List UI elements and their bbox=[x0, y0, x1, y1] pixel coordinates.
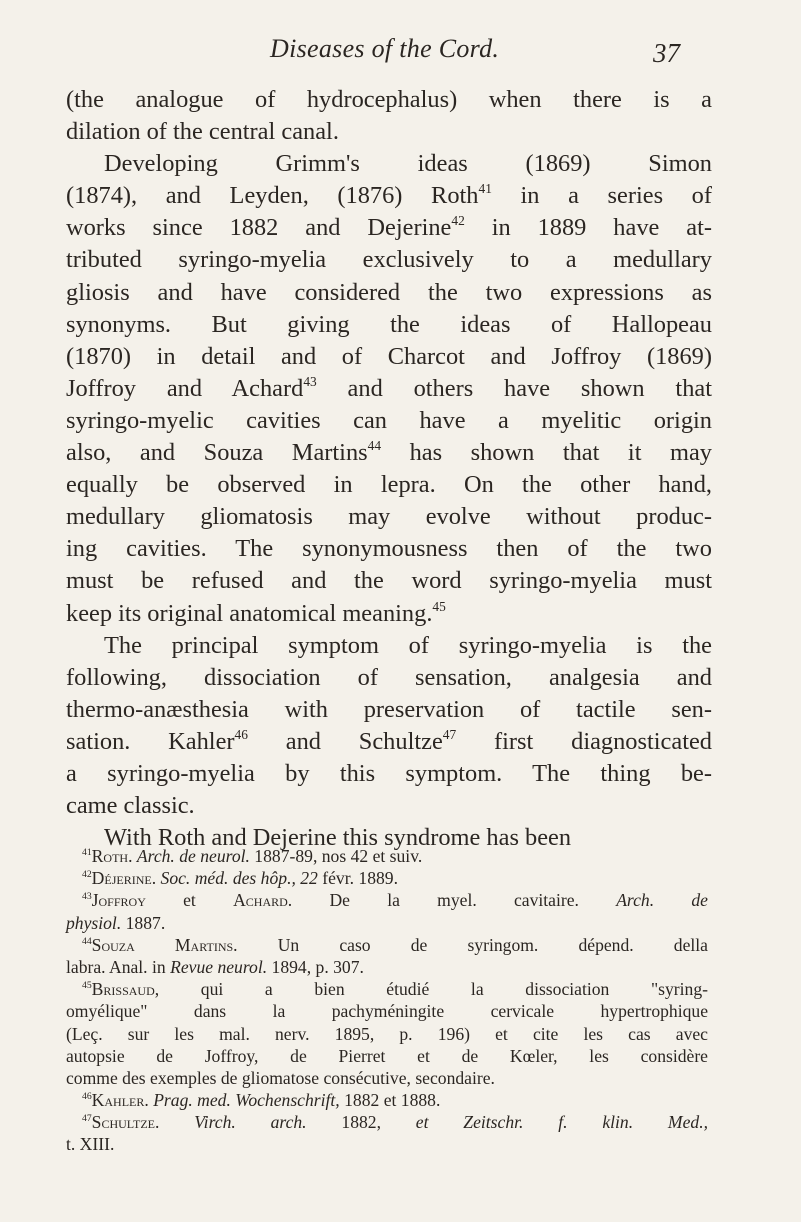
footnote-text: et bbox=[145, 890, 234, 911]
main-text bbox=[66, 84, 712, 854]
footnote-author: Roth. bbox=[91, 846, 133, 866]
footnote-source: Arch. de neurol. bbox=[136, 846, 250, 866]
footnote-45-cont: autopsie de Joffroy, de Pierret et de Kœler, les considère bbox=[66, 1045, 708, 1066]
line-text: in 1889 have at- bbox=[464, 214, 712, 242]
text-line bbox=[66, 726, 712, 758]
footnote-number: 46 bbox=[82, 1090, 92, 1102]
footnote-45-cont: omyélique" dans la pachyméningite cervicale hypertrophique bbox=[66, 1001, 708, 1022]
footnote-ref: 45 bbox=[432, 598, 446, 614]
footnote-author: Achard. bbox=[233, 890, 293, 911]
footnote-author: Schultze. bbox=[91, 1112, 160, 1133]
text-line: equally be observed in lepra. On the other hand, bbox=[66, 471, 712, 499]
text-line: medullary gliomatosis may evolve without produc- bbox=[66, 503, 712, 531]
footnote-46 bbox=[66, 1089, 708, 1111]
footnote-text: Un caso de syringom. dépend. della bbox=[237, 934, 708, 955]
footnote-source: Virch. arch. bbox=[194, 1112, 307, 1133]
footnote-source: physiol. bbox=[66, 912, 122, 933]
text-line: came classic. bbox=[66, 792, 195, 820]
text-line: (the analogue of hydrocephalus) when there is a bbox=[66, 86, 712, 113]
footnote-ref: 41 bbox=[478, 181, 492, 197]
line-text: has shown that it may bbox=[381, 439, 712, 467]
text-line: Developing Grimm's ideas (1869) Simon bbox=[104, 150, 712, 178]
footnote-43 bbox=[66, 889, 708, 911]
footnotes bbox=[66, 845, 708, 1156]
line-text: also, and Souza Martins bbox=[66, 439, 368, 467]
footnote-author: Kahler. bbox=[91, 1090, 149, 1111]
footnote-text: qui a bien étudié la dissociation "syring- bbox=[159, 979, 708, 1000]
text-line bbox=[66, 598, 712, 630]
text-line: ing cavities. The synonymousness then of the two bbox=[66, 535, 712, 563]
footnote-source: et Zeitschr. f. klin. Med., bbox=[415, 1112, 708, 1133]
footnote-ref: 46 bbox=[234, 726, 248, 742]
text-line: synonyms. But giving the ideas of Hallopeau bbox=[66, 310, 712, 338]
text-line bbox=[66, 373, 712, 405]
line-text: (1874), and Leyden, (1876) Roth bbox=[66, 182, 479, 210]
footnote-ref: 47 bbox=[442, 726, 457, 742]
footnote-ref: 44 bbox=[367, 437, 382, 453]
text-line: must be refused and the word syringo-myelia must bbox=[66, 567, 712, 595]
footnote-author: Brissaud, bbox=[91, 979, 160, 1000]
footnote-source: Arch. de bbox=[616, 890, 708, 911]
text-line: gliosis and have considered the two expressions as bbox=[66, 278, 712, 306]
text-line: thermo-anæsthesia with preservation of tactile sen- bbox=[66, 695, 712, 723]
text-line: With Roth and Dejerine this syndrome has been bbox=[104, 824, 572, 852]
footnote-source: Revue neurol. bbox=[170, 956, 268, 977]
footnote-44-cont bbox=[66, 956, 708, 978]
page-number: 37 bbox=[653, 38, 680, 68]
text-line: a syringo-myelia by this symptom. The thing be- bbox=[66, 759, 712, 787]
footnote-47-cont: t. XIII. bbox=[66, 1134, 115, 1155]
line-text: works since 1882 and Dejerine bbox=[66, 214, 452, 242]
footnote-author: Déjerine. bbox=[91, 868, 157, 889]
line-text: first diagnosticated bbox=[456, 727, 712, 755]
page-header bbox=[270, 34, 680, 70]
footnote-number: 42 bbox=[82, 868, 92, 880]
footnote-text: labra. Anal. in bbox=[66, 956, 171, 977]
footnote-number: 43 bbox=[82, 891, 92, 903]
text-line bbox=[66, 212, 712, 244]
footnote-author: Souza Martins. bbox=[91, 934, 238, 955]
footnote-45-cont: comme des exemples de gliomatose consécutive, secondaire. bbox=[66, 1067, 495, 1088]
text-line bbox=[66, 180, 712, 212]
footnote-45 bbox=[66, 978, 708, 1000]
footnote-text: 1882, bbox=[306, 1112, 416, 1133]
text-line: tributed syringo-myelia exclusively to a medullary bbox=[66, 246, 712, 274]
footnote-number: 44 bbox=[82, 935, 92, 947]
footnote-text: févr. 1889. bbox=[317, 868, 398, 889]
line-text: Joffroy and Achard bbox=[66, 374, 304, 402]
line-text: and Schultze bbox=[247, 727, 443, 755]
running-title: Diseases of the Cord. bbox=[270, 34, 500, 63]
line-text: sation. Kahler bbox=[66, 727, 235, 755]
footnote-text: 1894, p. 307. bbox=[267, 956, 364, 977]
footnote-text: 1887. bbox=[121, 912, 166, 933]
footnote-text: 1882 et 1888. bbox=[339, 1090, 441, 1111]
footnote-text: De la myel. cavitaire. bbox=[292, 890, 617, 911]
footnote-44 bbox=[66, 934, 708, 956]
footnote-number: 41 bbox=[82, 846, 92, 858]
footnote-41 bbox=[66, 845, 708, 867]
text-line: dilation of the central canal. bbox=[66, 118, 339, 146]
line-text: keep its original anatomical meaning. bbox=[66, 599, 433, 627]
footnote-ref: 42 bbox=[451, 213, 465, 229]
footnote-author: Joffroy bbox=[91, 890, 146, 911]
footnote-text: 1887-89, nos 42 et suiv. bbox=[249, 846, 423, 866]
text-line: following, dissociation of sensation, analgesia and bbox=[66, 663, 712, 691]
line-text: and others have shown that bbox=[316, 374, 712, 402]
line-text: in a series of bbox=[491, 182, 712, 210]
footnote-source: Soc. méd. des hôp., 22 bbox=[160, 868, 318, 889]
footnote-number: 45 bbox=[82, 979, 92, 991]
text-line: (1870) in detail and of Charcot and Joffroy (1869) bbox=[66, 342, 712, 370]
footnote-42 bbox=[66, 867, 708, 889]
text-line: The principal symptom of syringo-myelia is the bbox=[104, 631, 712, 659]
footnote-47 bbox=[66, 1111, 708, 1133]
text-line bbox=[66, 437, 712, 469]
footnote-45-cont: (Leç. sur les mal. nerv. 1895, p. 196) et cite les cas avec bbox=[66, 1023, 708, 1044]
footnote-ref: 43 bbox=[303, 373, 317, 389]
footnote-number: 47 bbox=[82, 1113, 92, 1124]
footnote-43-cont bbox=[66, 912, 708, 934]
footnote-source: Prag. med. Wochenschrift, bbox=[153, 1090, 340, 1111]
text-line: syringo-myelic cavities can have a myelitic origin bbox=[66, 406, 712, 434]
